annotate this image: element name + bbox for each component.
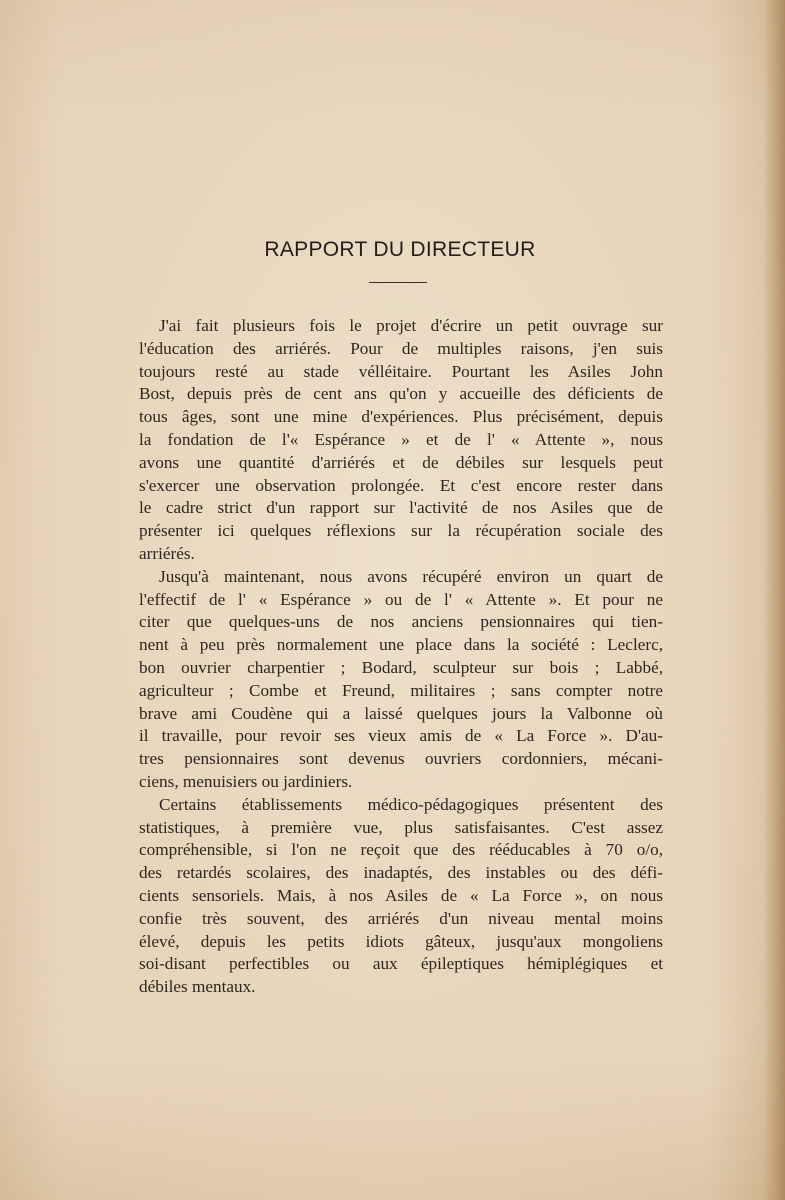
paragraph-2: [139, 566, 663, 794]
text-line: l'effectif de l' « Espérance » ou de l' « Attente ». Et pour ne: [139, 589, 663, 609]
page-title: RAPPORT DU DIRECTEUR: [264, 238, 536, 261]
text-line: ciens, menuisiers ou jardiniers.: [139, 771, 353, 791]
text-line: nent à peu près normalement une place dans la société : Leclerc,: [139, 635, 663, 655]
text-line: agriculteur ; Combe et Freund, militaires ; sans compter notre: [139, 680, 663, 700]
text-line: Jusqu'à maintenant, nous avons récupéré environ un quart de: [159, 566, 663, 586]
paragraph-3: [139, 794, 663, 999]
text-line: élevé, depuis les petits idiots gâteux, jusqu'aux mongoliens: [139, 931, 663, 951]
text-line: avons une quantité d'arriérés et de débiles sur lesquels peut: [139, 452, 663, 472]
text-line: J'ai fait plusieurs fois le projet d'écrire un petit ouvrage sur: [159, 316, 663, 335]
text-line: citer que quelques-uns de nos anciens pensionnaires qui tien-: [139, 612, 663, 632]
text-line: confie très souvent, des arriérés d'un niveau mental moins: [139, 908, 663, 928]
text-line: s'exercer une observation prolongée. Et c'est encore rester dans: [139, 475, 663, 495]
text-line: cients sensoriels. Mais, à nos Asiles de « La Force », on nous: [139, 885, 663, 905]
text-line: des retardés scolaires, des inadaptés, des instables ou des défi-: [139, 863, 663, 883]
title-rule: [369, 282, 427, 283]
text-line: Bost, depuis près de cent ans qu'on y accueille des déficients de: [139, 384, 663, 404]
text-line: brave ami Coudène qui a laissé quelques jours la Valbonne où: [139, 703, 663, 723]
report-body: [139, 315, 663, 999]
paragraph-1: [139, 315, 663, 566]
text-line: arriérés.: [139, 543, 195, 563]
text-line: soi-disant perfectibles ou aux épileptiques hémiplégiques et: [139, 954, 663, 974]
text-line: compréhensible, si l'on ne reçoit que des rééducables à 70 o/o,: [139, 840, 663, 860]
text-line: présenter ici quelques réflexions sur la récupération sociale des: [139, 521, 663, 541]
text-line: l'éducation des arriérés. Pour de multiples raisons, j'en suis: [139, 338, 663, 358]
text-line: statistiques, à première vue, plus satisfaisantes. C'est assez: [139, 817, 663, 837]
text-line: tous âges, sont une mine d'expériences. Plus précisément, depuis: [139, 407, 663, 427]
text-line: Certains établissements médico-pédagogiques présentent des: [159, 794, 663, 814]
page-edge-shadow: [763, 0, 785, 1200]
text-line: il travaille, pour revoir ses vieux amis de « La Force ». D'au-: [139, 726, 663, 746]
text-line: bon ouvrier charpentier ; Bodard, sculpteur sur bois ; Labbé,: [139, 657, 663, 677]
text-line: la fondation de l'« Espérance » et de l' « Attente », nous: [139, 429, 663, 449]
text-line: tres pensionnaires sont devenus ouvriers cordonniers, mécani-: [139, 749, 663, 769]
text-line: débiles mentaux.: [139, 977, 256, 997]
text-line: le cadre strict d'un rapport sur l'activité de nos Asiles que de: [139, 498, 663, 518]
text-line: toujours resté au stade vélléitaire. Pourtant les Asiles John: [139, 361, 663, 381]
